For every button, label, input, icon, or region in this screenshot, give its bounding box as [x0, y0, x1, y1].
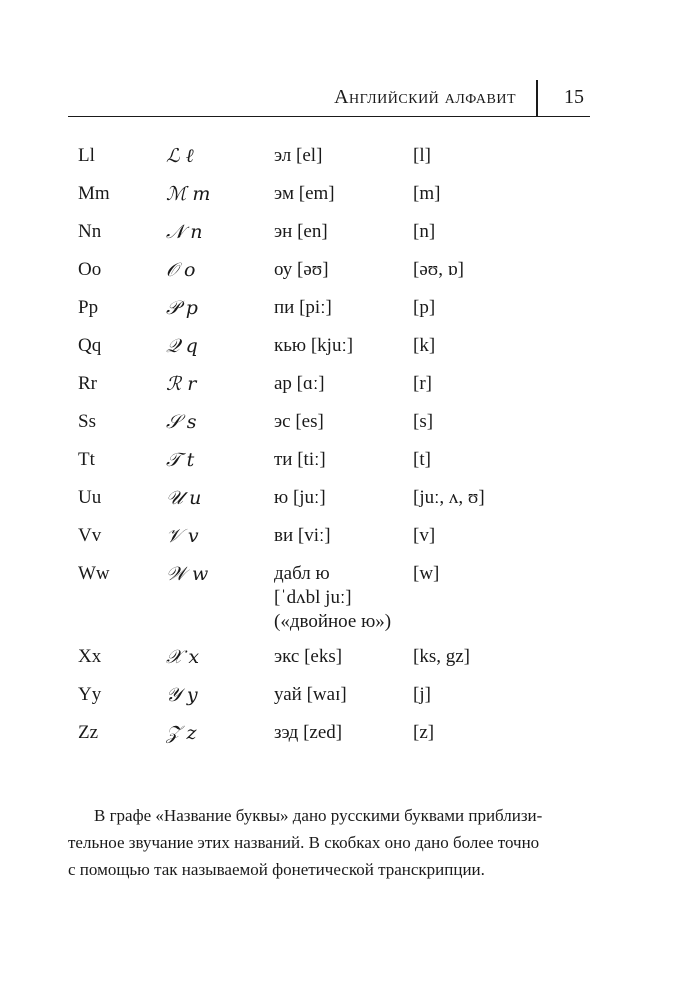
script-cell: 𝒩 n — [166, 221, 203, 243]
letter-cell: Xx — [78, 646, 102, 667]
name-cell: эл [el] — [274, 145, 323, 166]
name-cell — [274, 562, 404, 634]
script-cell: 𝒲 w — [166, 563, 209, 585]
table-row — [78, 486, 598, 524]
name-cell: ю [juː] — [274, 487, 326, 508]
table-row — [78, 448, 598, 486]
table-row — [78, 645, 598, 683]
script-cell: 𝒫 p — [166, 297, 198, 319]
script-cell: ℒ ℓ — [166, 145, 194, 167]
table-row — [78, 334, 598, 372]
script-cell: 𝒬 q — [166, 335, 198, 357]
sound-cell: [ks, gz] — [413, 646, 470, 667]
page-header — [68, 80, 590, 117]
letter-cell: Mm — [78, 183, 110, 204]
name-cell: ти [tiː] — [274, 449, 326, 470]
sound-cell: [n] — [413, 221, 436, 242]
script-cell: 𝒵 z — [166, 722, 197, 744]
sound-cell: [p] — [413, 297, 436, 318]
table-row — [78, 683, 598, 721]
script-cell: 𝒱 v — [166, 525, 199, 547]
letter-cell: Yy — [78, 684, 102, 705]
letter-cell: Ll — [78, 145, 95, 166]
name-cell: ар [ɑː] — [274, 373, 325, 394]
name-cell: оу [əʊ] — [274, 259, 329, 280]
sound-cell: [k] — [413, 335, 436, 356]
header-divider — [536, 80, 538, 116]
table-row — [78, 182, 598, 220]
letter-cell: Zz — [78, 722, 99, 743]
sound-cell: [z] — [413, 722, 435, 743]
letter-cell: Ww — [78, 563, 110, 584]
script-cell: 𝒯 t — [166, 449, 195, 471]
table-row — [78, 258, 598, 296]
name-cell: эн [en] — [274, 221, 328, 242]
name-cell: кью [kjuː] — [274, 335, 354, 356]
note-line: В графе «Название буквы» дано русскими буквами приблизи- — [94, 806, 543, 825]
name-line: [ˈdʌbl juː] — [274, 587, 352, 608]
name-line: («двойное ю») — [274, 611, 392, 632]
explanatory-note — [68, 802, 584, 883]
sound-cell: [s] — [413, 411, 434, 432]
name-line: дабл ю — [274, 563, 330, 584]
name-cell: уай [waɪ] — [274, 684, 347, 705]
table-row — [78, 524, 598, 562]
script-cell: 𝒰 u — [166, 487, 202, 509]
alphabet-table — [78, 144, 598, 759]
letter-cell: Pp — [78, 297, 99, 318]
script-cell: 𝒳 x — [166, 646, 200, 668]
name-cell: эс [es] — [274, 411, 324, 432]
sound-cell: [əʊ, ɒ] — [413, 259, 464, 280]
sound-cell: [r] — [413, 373, 432, 394]
note-line: тельное звучание этих названий. В скобках оно дано более точно — [68, 833, 540, 852]
letter-cell: Oo — [78, 259, 102, 280]
table-row — [78, 220, 598, 258]
sound-cell: [v] — [413, 525, 436, 546]
sound-cell: [l] — [413, 145, 431, 166]
table-row — [78, 410, 598, 448]
running-title: Английский алфавит — [334, 86, 516, 108]
script-cell: ℛ r — [166, 373, 197, 395]
script-cell: 𝒴 y — [166, 684, 198, 706]
name-cell: ви [viː] — [274, 525, 331, 546]
script-cell: 𝒮 s — [166, 411, 197, 433]
sound-cell: [m] — [413, 183, 441, 204]
name-cell: зэд [zed] — [274, 722, 343, 743]
note-line: с помощью так называемой фонетической транскрипции. — [68, 860, 485, 879]
table-row — [78, 372, 598, 410]
page-number: 15 — [564, 86, 584, 108]
letter-cell: Qq — [78, 335, 102, 356]
letter-cell: Rr — [78, 373, 97, 394]
letter-cell: Ss — [78, 411, 96, 432]
letter-cell: Tt — [78, 449, 95, 470]
letter-cell: Nn — [78, 221, 102, 242]
letter-cell: Vv — [78, 525, 102, 546]
name-cell: экс [eks] — [274, 646, 343, 667]
script-cell: 𝒪 o — [166, 259, 196, 281]
name-cell: пи [piː] — [274, 297, 332, 318]
sound-cell: [t] — [413, 449, 431, 470]
sound-cell: [j] — [413, 684, 431, 705]
table-row — [78, 296, 598, 334]
script-cell: ℳ m — [166, 183, 211, 205]
name-cell: эм [em] — [274, 183, 335, 204]
letter-cell: Uu — [78, 487, 102, 508]
table-row — [78, 721, 598, 759]
table-row — [78, 562, 598, 645]
table-row — [78, 144, 598, 182]
sound-cell: [w] — [413, 563, 440, 584]
sound-cell: [juː, ʌ, ʊ] — [413, 487, 485, 508]
